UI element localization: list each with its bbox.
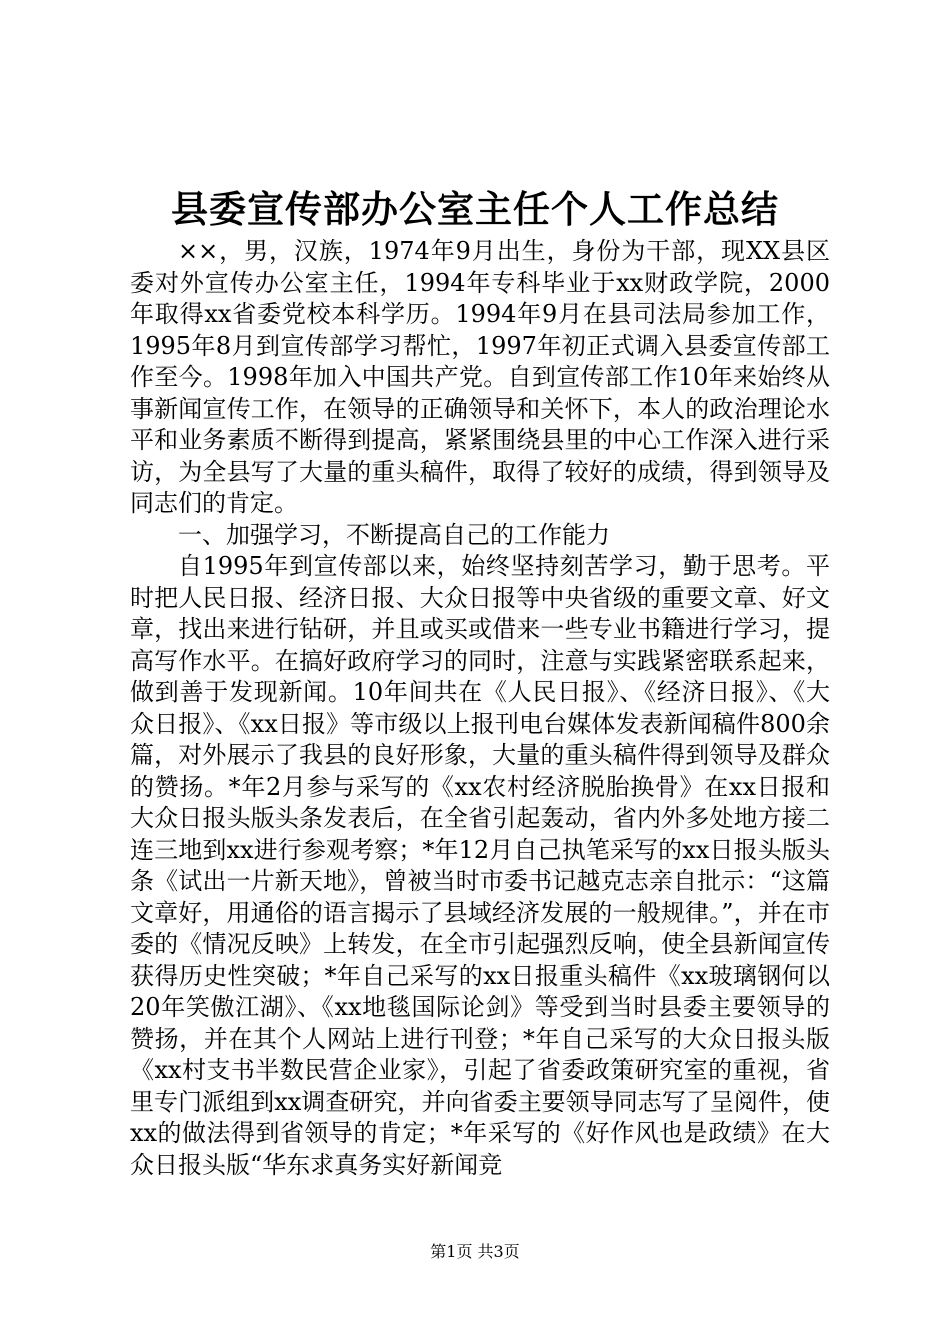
page-number: 第1页 共3页 xyxy=(430,1242,520,1261)
section-paragraph: 自1995年到宣传部以来，始终坚持刻苦学习，勤于思考。平时把人民日报、经济日报、大众日报等中央省级的重要文章、好文章，找出来进行钻研，并且或买或借来一些专业书籍进行学习，提高写作水平。在搞好政府学习的同时，注意与实践紧密联系起来，做到善于发现新闻。10年间共在《人民日报》、《经济日报》、《大众日报》、《xx日报》等市级以上报刊电台媒体发表新闻稿件800余篇，对外展示了我县的良好形象，大量的重头稿件得到领导及群众的赞扬。*年2月参与采写的《xx农村经济脱胎换骨》在xx日报和大众日报头版头条发表后，在全省引起轰动，省内外多处地方接二连三地到xx进行参观考察；*年12月自己执笔采写的xx日报头版头条《试出一片新天地》，曾被当时市委书记越克志亲自批示：“这篇文章好，用通俗的语言揭示了县域经济发展的一般规律。”，并在市委的《情况反映》上转发，在全市引起强烈反响，使全县新闻宣传获得历史性突破；*年自己采写的xx日报重头稿件《xx玻璃钢何以20年笑傲江湖》、《xx地毯国际论剑》等受到当时县委主要领导的赞扬，并在其个人网站上进行刊登；*年自己采写的大众日报头版《xx村支书半数民营企业家》，引起了省委政策研究室的重视，省里专门派组到xx调查研究，并向省委主要领导同志写了呈阅件，使xx的做法得到省领导的肯定；*年采写的《好作风也是政绩》在大众日报头版“华东求真务实好新闻竞 xyxy=(130,552,830,1179)
section-heading: 一、加强学习，不断提高自己的工作能力 xyxy=(178,520,610,549)
document-body xyxy=(130,236,830,1181)
document-title: 县委宣传部办公室主任个人工作总结 xyxy=(171,187,779,231)
intro-paragraph: ××，男，汉族，1974年9月出生，身份为干部，现XX县区委对外宣传办公室主任，1994年专科毕业于xx财政学院，2000年取得xx省委党校本科学历。1994年9月在县司法局参加工作，1995年8月到宣传部学习帮忙，1997年初正式调入县委宣传部工作至今。1998年加入中国共产党。自到宣传部工作10年来始终从事新闻宣传工作，在领导的正确领导和关怀下，本人的政治理论水平和业务素质不断得到提高，紧紧围绕县里的中心工作深入进行采访，为全县写了大量的重头稿件，取得了较好的成绩，得到领导及同志们的肯定。 xyxy=(130,237,830,517)
